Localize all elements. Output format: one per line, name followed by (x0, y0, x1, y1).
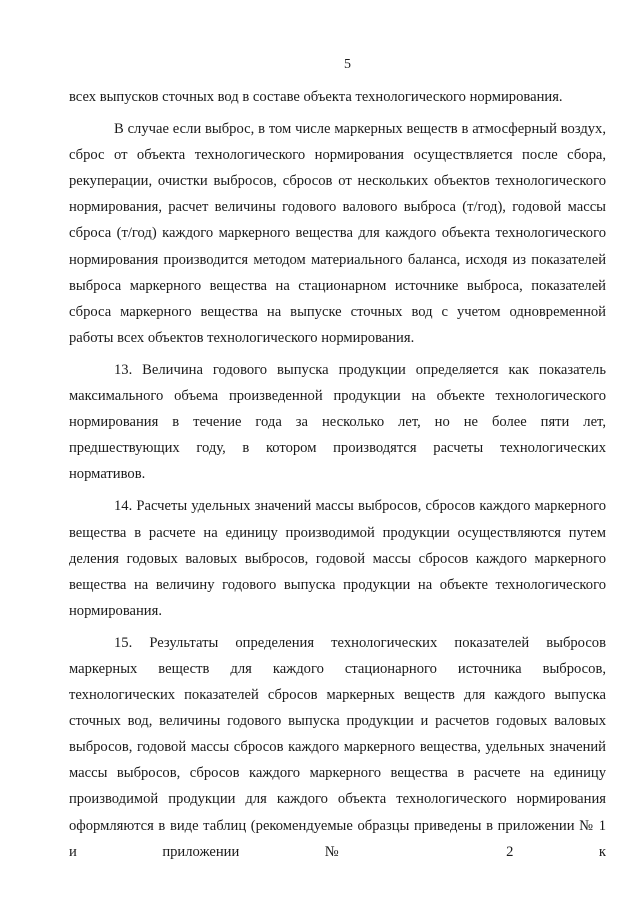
paragraph-13: 13. Величина годового выпуска продукции определяется как показатель максимального объема произведенной продукции на объекте технологического нормирования в течение года за несколько лет, но не более пяти лет, предшествующих году, в котором производятся расчеты технологических нормативов. (69, 361, 606, 483)
paragraph-15: 15. Результаты определения технологических показателей выбросов маркерных веществ для каждого стационарного источника выбросов, технологических показателей сбросов маркерных веществ для каждого выпуска сточных вод, величины годового выпуска продукции и расчетов годовых валовых выбросов, годовой массы сбросов каждого маркерного вещества, удельных значений массы выбросов, сбросов каждого маркерного вещества в расчете на единицу производимой продукции для каждого объекта технологического нормирования оформляются в виде таблиц (рекомендуемые образцы приведены в приложении № 1 и приложении № 2 к (69, 634, 606, 860)
paragraph-material-balance: В случае если выброс, в том числе маркерных веществ в атмосферный воздух, сброс от объекта технологического нормирования осуществляется после сбора, рекуперации, очистки выбросов, сбросов от нескольких объектов технологического нормирования, расчет величины годового валового выброса (т/год), годовой массы сброса (т/год) каждого маркерного вещества для каждого объекта технологического нормирования производится методом материального баланса, исходя из показателей выброса маркерного вещества на стационарном источнике выброса, показателей сброса маркерного вещества на выпуске сточных вод с учетом одновременной работы всех объектов технологического нормирования. (69, 121, 606, 346)
page-number: 5 (344, 57, 351, 72)
paragraph-14: 14. Расчеты удельных значений массы выбросов, сбросов каждого маркерного вещества в расчете на единицу производимой продукции осуществляются путем деления годовых валовых выбросов, годовой массы сбросов каждого маркерного вещества на величину годового выпуска продукции на объекте технологического нормирования. (69, 498, 606, 619)
document-body (69, 84, 606, 865)
paragraph-continuation: всех выпусков сточных вод в составе объекта технологического нормирования. (69, 89, 563, 105)
